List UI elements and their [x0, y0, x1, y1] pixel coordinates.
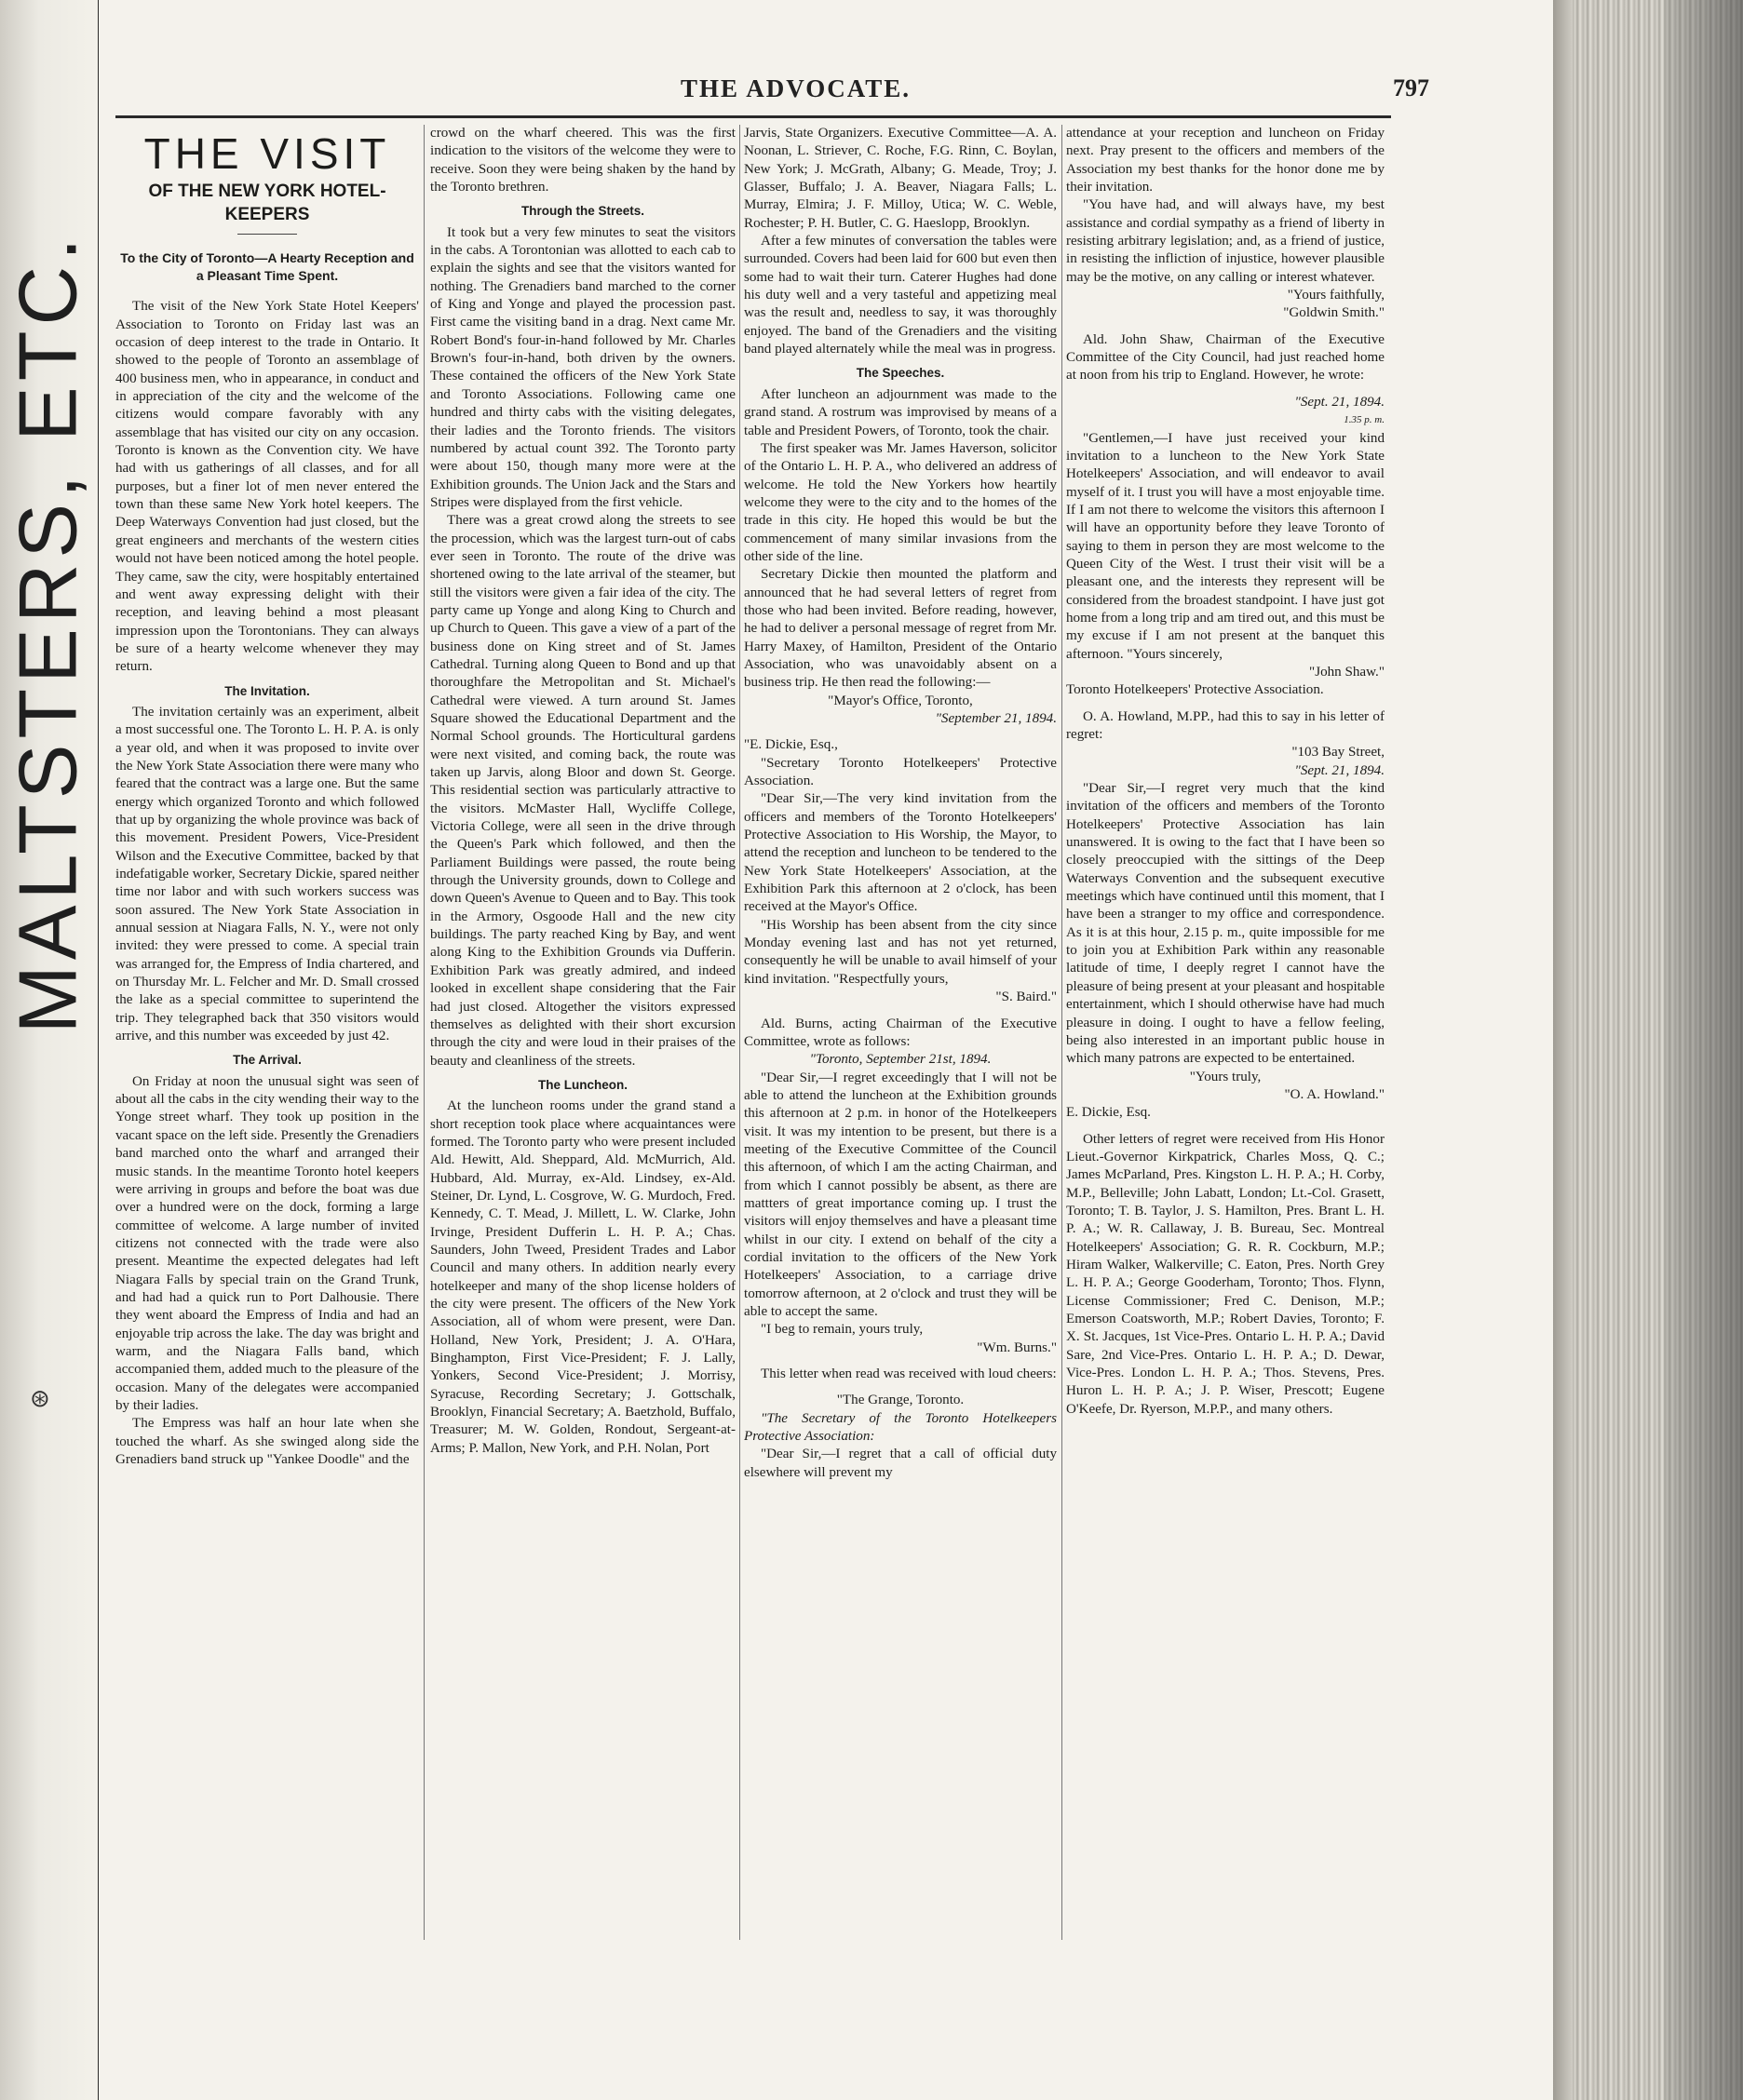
letter-addressee: "Secretary Toronto Hotelkeepers' Protective Association. [744, 755, 1057, 789]
letter-date: "September 21, 1894. [935, 711, 1057, 726]
letter-place: "The Grange, Toronto. [836, 1393, 965, 1408]
column-4 [1066, 125, 1385, 1940]
article-deck: To the City of Toronto—A Hearty Reception and a Pleasant Time Spent. [120, 250, 414, 284]
letter-date: "Sept. 21, 1894. [1294, 394, 1385, 410]
paragraph: The visit of the New York State Hotel Keepers' Association to Toronto on Friday last was an occasion of deep interest to the trade in Ontario. It showed to the people of Toronto an assemblage of 400 business men, who in appearance, in conduct and in appreciation of the city and the welcome of the citizens would compare favorably with any assemblage that has visited our city on any occasion. Toronto is known as the Convention city. We have had with us gatherings of all classes, and for all purposes, but a finer lot of men never entered the town than these same New York hotel keepers. The Deep Waterways Convention had just closed, but the great engineers and merchants of the western cities would not have been noticed among the hotel people. They came, saw the city, were hospitably entertained and went away expressing delight with their reception, and leaving behind a most pleasant impression upon the Torontonians. They can always be sure of a hearty welcome whenever they may return. [115, 299, 419, 675]
adjacent-page-heading-text: MALTSTERS, ETC. [1, 232, 93, 1034]
letter-time: 1.35 p. m. [1344, 414, 1385, 426]
running-header [99, 74, 1553, 112]
column-divider [739, 125, 740, 1940]
paragraph: attendance at your reception and luncheon on Friday next. Pray present to the officers and members of the Association my best thanks for the honor done me by their invitation. [1066, 126, 1385, 195]
paragraph: This letter when read was received with loud cheers: [761, 1366, 1057, 1382]
article-title: THE VISIT [143, 129, 391, 178]
section-heading-streets: Through the Streets. [520, 204, 644, 219]
letter-paragraph: "Dear Sir,—The very kind invitation from the officers and members of the Toronto Hotelkeepers' Protective Association to His Worship, the Mayor, to attend the reception and luncheon to be tendered to the New York State Hotelkeepers' Association, at the Exhibition Park this afternoon at 2 o'clock, has been received at the Mayor's Office. [744, 791, 1057, 915]
title-rule [237, 234, 297, 235]
letter-paragraph: "His Worship has been absent from the city since Monday evening last and has not yet returned, consequently he will be unable to avail himself of your kind invitation. "Respectfully yours, [744, 917, 1057, 987]
paragraph: At the luncheon rooms under the grand stand a short reception took place where acquaintances were formed. The Toronto party who were present included Ald. Hewitt, Ald. Sheppard, Ald. McMurrich, Ald. Hubbard, Ald. Murray, ex-Ald. Lindsey, ex-Ald. Steiner, Dr. Lynd, L. Cosgrove, W. G. Murdoch, Fred. Kennedy, C. T. Mead, J. Millett, L. W. Clarke, John Irvinge, President Dufferin L. H. P. A.; Chas. Saunders, John Tweed, President Trades and Labor Council and many others. In addition nearly every hotelkeeper and many of the shop license holders of the city were present. The officers of the New York Association, all of whom were present, were Dan. Holland, New York, President; J. A. O'Hara, Binghampton, First Vice-President; F. J. Lally, Yonkers, Second Vice-President; J. Morrisy, Syracuse, Recording Secretary; J. Gottschalk, Brooklyn, Financial Secretary; A. Baetzhold, Buffalo, Treasurer; M. W. Golden, Rondout, Sergeant-at-Arms; P. Mallon, New York, and P.H. Nolan, Port [430, 1098, 736, 1456]
letter-paragraph: "Dear Sir,—I regret exceedingly that I will not be able to attend the luncheon at the Exhibition grounds this afternoon at 2 p.m. in honor of the Hotelkeepers visit. It was my intention to be present, but there is a meeting of the Executive Committee of the Council this afternoon, of which I am the acting Chairman, and from which I cannot possibly be absent, as there are mattters of great importance coming up. I trust the visitors will enjoy themselves and have a pleasant time whilst in our city. I extend on behalf of the city a cordial invitation to the officers of the New York Hotelkeepers' Association, to a carriage drive tomorrow afternoon, at 2 o'clock and trust they will be able to accept the same. [744, 1070, 1057, 1319]
binding-mark-icon: ⊛ [30, 1385, 50, 1413]
paragraph: Jarvis, State Organizers. Executive Committee—A. A. Noonan, L. Striever, C. Roche, F.G. Rinn, C. Boylan, New York; J. McGrath, Albany; G. Meade, Troy; J. Glasser, Buffalo; J. A. Beaver, Niagara Falls; L. Murray, Elmira; J. F. Milloy, Utica; W. C. Weble, Rochester; P. H. Butler, C. G. Haeslopp, Brooklyn. [744, 126, 1057, 231]
section-heading-speeches: The Speeches. [856, 366, 945, 381]
newspaper-page [99, 0, 1553, 2100]
paragraph: Other letters of regret were received from His Honor Lieut.-Governor Kirkpatrick, Charles Moss, Q. C.; James McParland, Pres. Kingston L. H. P. A.; H. Corby, M.P., Belleville; John Labatt, London; Lt.-Col. Grasett, Toronto; T. B. Taylor, J. S. Hamilton, Pres. Brant L. H. P. A.; W. R. Callaway, J. B. Bureau, Sec. Montreal Hotelkeepers' Association; G. R. R. Cockburn, M.P.; Hiram Walker, Walkerville; C. Eaton, Pres. North Grey L. H. P. A.; George Gooderham, Toronto; Thos. Flynn, License Commissioner; Fred C. Denison, M.P.; Emerson Coatsworth, M.P.; Robert Davies, Toronto; F. X. St. Jacques, 1st Vice-Pres. Ontario L. H. P. A.; David Sare, 2nd Vice-Pres. Ontario L. H. P. A.; D. Dewar, Vice-Pres. London L. H. P. A.; Thos. Stevens, Pres. Huron L. H. P. A.; J. P. Wiser, Prescott; Eugene O'Keefe, Dr. Ryerson, M.P.P., and many others. [1066, 1131, 1385, 1417]
letter-paragraph: "You have had, and will always have, my best assistance and cordial sympathy as a friend of liberty in resisting arbitrary legislation; and, as a friend of justice, in resisting the infliction of injustice, however plausible may be the motive, on any calling or interest whatever. [1066, 197, 1385, 285]
adjacent-page-strip [0, 0, 100, 2100]
letter-addressee: E. Dickie, Esq. [1066, 1105, 1151, 1121]
column-2 [430, 125, 736, 1940]
letter-addressee: Toronto Hotelkeepers' Protective Association. [1066, 682, 1324, 698]
letter-signature: "John Shaw." [1309, 664, 1385, 680]
paragraph: O. A. Howland, M.PP., had this to say in his letter of regret: [1066, 708, 1385, 742]
paragraph: After a few minutes of conversation the tables were surrounded. Covers had been laid for 600 but even then some had to wait their turn. Caterer Hughes had done his duty well and a very tasteful and appetizing meal was the result and, needless to say, it was thoroughly enjoyed. The band of the Grenadiers and the visiting band played alternately while the meal was in progress. [744, 234, 1057, 357]
paragraph: On Friday at noon the unusual sight was seen of about all the cabs in the city wending their way to the Yonge street wharf. They took up position in the vacant space on the left side. Presently the Grenadiers band marched onto the wharf and arranged their music stands. In the meantime Toronto hotel keepers were arriving in groups and before the boat was due over a hundred were on the dock, forming a large committee of welcome. A large number of invited citizens not connected with the trade were also present. Meantime the expected delegates had left Niagara Falls by special train on the Grand Trunk, and had had a quick run to Port Dalhousie. There they went aboard the Empress of India and had an enjoyable trip across the lake. The day was bright and warm, and the Niagara Falls band, which accompanied them, added much to the pleasure of the occasion. Many of the delegates were accompanied by their ladies. [115, 1073, 419, 1413]
letter-paragraph: "Dear Sir,—I regret that a call of official duty elsewhere will prevent my [744, 1447, 1057, 1480]
letter-signature: "O. A. Howland." [1284, 1086, 1385, 1102]
paragraph: The invitation certainly was an experiment, albeit a most successful one. The Toronto L. H. P. A. is only a year old, and when it was proposed to invite over the New York State Association there were many who feared that the contract was a large one. But the same energy which organized Toronto and which followed that up by organizing the whole province was back of this movement. President Powers, Vice-President Wilson and the Executive Committee, backed by that indefatigable worker, Secretary Dickie, spared neither time nor labor and with such workers success was soon assured. The New York State Association in annual session at Niagara Falls, N. Y., were not only invited: they were pressed to come. A special train was arranged for, the Empress of India chartered, and on Thursday Mr. L. Felcher and Mr. D. Small crossed the lake as a special committee to superintend the trip. They telegraphed back that 350 visitors would arrive, and this number was exceeded by just 42. [115, 704, 419, 1044]
paragraph: Ald. Burns, acting Chairman of the Executive Committee, wrote as follows: [744, 1016, 1057, 1049]
header-rule [115, 115, 1391, 118]
letter-place: "Mayor's Office, Toronto, [828, 693, 973, 708]
paragraph: There was a great crowd along the streets to see the procession, which was the largest turn-out of cabs ever seen in Toronto. The route of the drive was shortened owing to the late arrival of the steamer, but still the visitors were given a fair idea of the city. The party came up Yonge and along King to Church and up Church to Queen. This gave a view of a part of the business done on King street and of St. James Cathedral. Turning along Queen to Bond and up that thoroughfare the Metropolitan and St. Michael's Cathedral were viewed. A turn around St. James Square showed the Educational Department and the Normal School grounds. The Horticultural gardens were next visited, and coming back, the route was taken up Jarvis, along Bloor and down St. George. This residential section was particularly attractive to the visitors. McMaster Hall, Wycliffe College, Victoria College, were all seen in the drive through the Queen's Park which followed, and then the Parliament Buildings were passed, the route being through the University grounds, down to College and down Queen's Avenue to Queen and to Bay. This took in the Armory, Osgoode Hall and the new city buildings. The party reached King by Bay, and went along King to the Exhibition Grounds via Dufferin. Exhibition Park was greatly admired, and indeed looked in excellent shape considering that the Fair had just closed. Altogether the visitors expressed themselves as delighted with their short excursion through the city and were loud in their praises of the beauty and cleanliness of the streets. [430, 513, 736, 1069]
letter-closing: "Yours truly, [1189, 1069, 1262, 1084]
letter-date: "Sept. 21, 1894. [1294, 762, 1385, 778]
letter-paragraph: "Dear Sir,—I regret very much that the kind invitation of the officers and members of the Toronto Hotelkeepers' Protective Association has lain unanswered. It is owing to the fact that I have been so closely preoccupied with the sittings of the Deep Waterways Convention and the subsequent executive meetings which have continued until this moment, that I have been a stranger to my office and correspondence. As it is at this hour, 2.15 p. m., quite impossible for me to join you at Exhibition Park within any reasonable latitude of time, I deeply regret I cannot have the pleasure of being present at your pleasant and hospitable entertainment, which I should otherwise have had much pleasure in doing. I ought to have a fellow feeling, being also interested in an important public house in which many patrons are expected to be entertained. [1066, 781, 1385, 1067]
adjacent-page-heading [1, 232, 93, 1034]
paragraph: Ald. John Shaw, Chairman of the Executive Committee of the City Council, had just reached home at noon from his trip to England. However, he wrote: [1066, 331, 1385, 384]
paragraph: The first speaker was Mr. James Haverson, solicitor of the Ontario L. H. P. A., who delivered an address of welcome. He told the New Yorkers how heartily welcome they were to the city and to the homes of the trade in this city. He hoped this would be but the commencement of many similar invasions from the other side of the line. [744, 440, 1057, 564]
letter-signature: "S. Baird." [995, 989, 1057, 1005]
paragraph: crowd on the wharf cheered. This was the first indication to the visitors of the welcome they were to receive. Soon they were being shaken by the hand by the Toronto brethren. [430, 126, 736, 195]
column-3 [744, 125, 1057, 1940]
letter-date: "Toronto, September 21st, 1894. [809, 1052, 992, 1068]
section-heading-luncheon: The Luncheon. [538, 1077, 628, 1092]
section-heading-arrival: The Arrival. [233, 1053, 302, 1068]
letter-paragraph: "Gentlemen,—I have just received your kind invitation to a luncheon to the New York State Hotelkeepers' Association, and will endeavor to avail myself of it. I trust you will have a most enjoyable time. If I am not there to welcome the visitors this afternoon I will have an opportunity before they leave Toronto of saying to them in person they are most welcome to the Queen City of the West. I trust their visit will be a pleasant one, and the interests they represent will be considered from the broadest standpoint. I have just got home from a long trip and am tired out, and this must be my excuse if I am not present at the banquet this afternoon. "Yours sincerely, [1066, 430, 1385, 662]
page-number: 797 [1393, 74, 1429, 101]
section-heading-invitation: The Invitation. [224, 683, 310, 698]
article-kicker: OF THE NEW YORK HOTEL-KEEPERS [148, 182, 386, 225]
letter-addressee: "E. Dickie, Esq., [744, 737, 838, 753]
column-1 [115, 125, 419, 1940]
letter-signature: "Goldwin Smith." [1283, 305, 1385, 321]
page-edges-stack [1552, 0, 1743, 2100]
paragraph: The Empress was half an hour late when she touched the wharf. As she swinged along side the Grenadiers band struck up "Yankee Doodle" and the [115, 1416, 419, 1467]
letter-closing: "Yours faithfully, [1287, 288, 1385, 303]
column-divider [424, 125, 425, 1940]
paragraph: After luncheon an adjournment was made to the grand stand. A rostrum was improvised by means of a table and President Powers, of Toronto, took the chair. [744, 386, 1057, 438]
letter-signature: "Wm. Burns." [977, 1339, 1057, 1355]
letter-address: "103 Bay Street, [1291, 745, 1385, 761]
paragraph: Secretary Dickie then mounted the platform and announced that he had several letters of regret from those who had been invited. Before reading, however, he had to deliver a personal message of regret from Mr. Harry Maxey, of Hamilton, President of the Ontario Association, who was unavoidably absent on a business trip. He then read the following:— [744, 567, 1057, 691]
letter-paragraph: "I beg to remain, yours truly, [761, 1322, 924, 1338]
paragraph: It took but a very few minutes to seat the visitors in the cabs. A Torontonian was allotted to each cab to explain the sights and see that the visitors wanted for nothing. The Grenadiers band marched to the corner of King and Yonge and played the procession past. First came the visiting band in a drag. Next came Mr. Robert Bond's four-in-hand followed by Mr. Charles Brown's four-in-hand, both driven by the owners. These contained the officers of the New York State and Toronto Associations. Following came one hundred and thirty cabs with the visiting delegates, their ladies and the Toronto friends. The visitors numbered by actual count 392. The Toronto party were about 150, though many more were at the Exhibition grounds. The Union Jack and the Stars and Stripes were displayed from the first vehicle. [430, 224, 736, 510]
column-divider [1061, 125, 1062, 1940]
publication-title: THE ADVOCATE. [681, 74, 911, 102]
letter-addressee: "The Secretary of the Toronto Hotelkeepers Protective Association: [744, 1410, 1057, 1445]
